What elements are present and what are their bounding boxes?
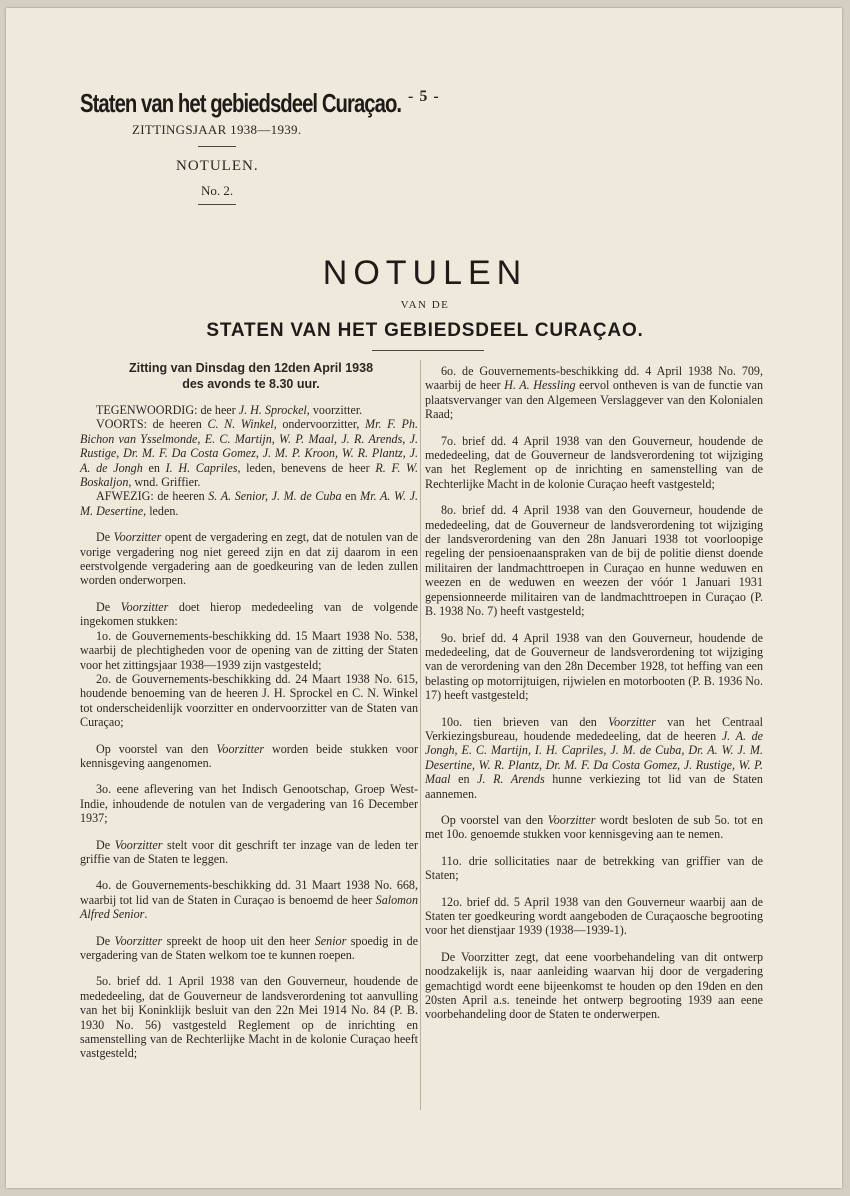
paragraph (80, 530, 418, 588)
italic-text: Voorzitter (120, 599, 169, 614)
text: De (96, 530, 114, 545)
text: 2o. de Gouvernements-beschikking dd. 24 Maart 1938 No. 615, houdende benoeming van de heeren J. H. Sprockel en C. N. Winkel tot onderscheidenlijk voorzitter en ondervoorzitter van de Staten van Curaçao; (80, 671, 418, 730)
paragraph (425, 950, 763, 1022)
paragraph-gap (425, 491, 763, 503)
paragraph (425, 854, 763, 883)
paragraph-gap (425, 801, 763, 813)
paragraph (80, 600, 418, 629)
left-column (80, 403, 418, 1061)
italic-text: Voorzitter (114, 837, 163, 852)
text: , voorzitter. (306, 403, 363, 417)
text: , wnd. Griffier. (128, 475, 201, 490)
paragraph-gap (425, 883, 763, 895)
session-heading (85, 360, 417, 392)
document-number: No. 2. (201, 183, 234, 198)
text: 12o. brief dd. 5 April 1938 van den Gouverneur waarbij aan de Staten ter goedkeuring wordt aangeboden de Curaçaosche begrooting voor het dienstjaar 1939 (1938—1939-1). (425, 894, 763, 938)
right-column (425, 364, 763, 1022)
text: en (450, 772, 478, 787)
session-time: des avonds te 8.30 uur. (182, 377, 320, 391)
italic-text: Voorzitter (113, 530, 162, 545)
italic-text: J. A. de Jongh, E. C. Martijn, I. H. Capriles, J. M. de Cuba, Dr. A. W. J. M. Desertine, W. R. Plantz, Dr. M. F. Da Costa Gomez, J. Rustige, W. P. Maal (425, 728, 763, 787)
text: worden beide stukken voor kennisgeving aangenomen. (80, 741, 419, 770)
italic-text: Voorzitter (547, 812, 596, 827)
text: , leden. (143, 503, 179, 518)
paragraph (80, 878, 418, 921)
text: 11o. drie sollicitaties naar de betrekking van griffier van de Staten; (425, 853, 763, 883)
text: De (96, 599, 121, 614)
text: De (96, 933, 115, 948)
text: Op voorstel van den (441, 812, 548, 827)
text: 5o. brief dd. 1 April 1938 van den Gouverneur, houdende de mededeeling, dat de Gouverneur de landsverordening tot aanvulling van het bij Koninklijk besluit van den 22n Mei 1914 No. 84 (P. B. 1930 No. 56) vastgesteld Reglement op de inrichting en samenstelling van de Rechterlijke Macht in de kolonie Curaçao heeft vastgesteld; (80, 974, 418, 1061)
text: doet hierop mededeeling van de volgende ingekomen stukken: (80, 599, 419, 629)
paragraph (80, 417, 418, 489)
paragraph-gap (80, 588, 418, 600)
italic-text: Salomon Alfred Senior (80, 892, 418, 922)
italic-text: J. R. Arends (477, 772, 545, 787)
text: van het Centraal Verkiezingsbureau, houdende mededeeling, dat de heeren (425, 714, 763, 743)
text: , leden, benevens de heer (237, 460, 376, 475)
paragraph (80, 934, 418, 963)
session-date: Zitting van Dinsdag den 12den April 1938 (128, 361, 374, 375)
text: 9o. brief dd. 4 April 1938 van den Gouverneur, houdende de mededeeling, dat de Gouverneur de landsverordening tot wijziging van de verordening van den 28n December 1928, tot heffing van een belasting op motorrijtuigen, rijwielen en motorbooten (P. B. 1936 No. 17) heeft vastgesteld; (425, 630, 763, 703)
paragraph (425, 813, 763, 842)
text: , ondervoorzitter, (273, 417, 366, 432)
paragraph (425, 364, 763, 422)
paragraph-gap (80, 922, 418, 934)
paragraph (80, 672, 418, 730)
paragraph (80, 629, 418, 672)
italic-text: I. H. Capriles (165, 460, 238, 475)
text: wordt besloten de sub 5o. tot en met 10o. genoemde stukken voor kennisgeving aan te nemen. (425, 812, 763, 842)
paragraph (80, 489, 418, 518)
paragraph (425, 715, 763, 801)
divider-rule (198, 146, 236, 147)
text: 10o. tien brieven van den (441, 714, 609, 729)
italic-text: H. A. Hessling (504, 378, 576, 393)
paragraph-gap (80, 518, 418, 530)
italic-text: C. N. Winkel (207, 417, 274, 432)
page-number: - 5 - (408, 88, 440, 105)
divider-rule (198, 204, 236, 205)
text: VOORTS: de heeren (96, 417, 208, 432)
text: eervol ontheven is van de functie van plaatsvervanger van den Algemeen Verslaggever van den Kolonialen Raad; (425, 378, 764, 422)
masthead: Staten van het gebiedsdeel Curaçao. (80, 88, 402, 118)
italic-text: S. A. Senior, J. M. de Cuba (208, 489, 342, 504)
title-van: VAN DE (400, 299, 450, 311)
paragraph-gap (425, 422, 763, 434)
italic-text: Voorzitter (216, 741, 265, 756)
italic-text: Mr. A. W. J. M. Desertine (80, 489, 419, 518)
text: 6o. de Gouvernements-beschikking dd. 4 April 1938 No. 709, waarbij de heer (425, 364, 763, 393)
paragraph-gap (80, 866, 418, 878)
paragraph (425, 503, 763, 618)
paragraph-gap (425, 938, 763, 950)
text: hunne verkiezing tot lid van de Staten aannemen. (425, 772, 763, 801)
text: 1o. de Gouvernements-beschikking dd. 15 Maart 1938 No. 538, waarbij de plechtigheden voor de opening van de zitting der Staten voor het zittingsjaar 1938—1939 zijn vastgesteld; (80, 628, 418, 672)
paragraph-gap (425, 842, 763, 854)
italic-text: Voorzitter (608, 714, 656, 729)
paragraph-gap (425, 703, 763, 715)
italic-text: R. F. W. Boskaljon (80, 460, 419, 490)
italic-text: Senior (314, 933, 347, 948)
paragraph-gap (80, 826, 418, 838)
paragraph (80, 974, 418, 1060)
text: spreekt de hoop uit den heer (162, 933, 315, 948)
column-divider (420, 360, 421, 1110)
text: spoedig in de vergadering van de Staten welkom toe te kunnen roepen. (80, 933, 419, 962)
paragraph (425, 434, 763, 492)
paragraph (425, 895, 763, 938)
paragraph (80, 403, 418, 417)
italic-text: J. H. Sprockel (238, 403, 307, 417)
text: 7o. brief dd. 4 April 1938 van den Gouverneur, houdende de mededeeling, dat de Gouverneur de landsverordening tot wijziging van het Reglement op de inrichting en samenstelling van de Rechterlijke Macht in de kolonie Curaçao heeft vastgesteld; (425, 433, 763, 491)
italic-text: Voorzitter (114, 933, 163, 948)
text: . (144, 907, 148, 922)
text: 3o. eene aflevering van het Indisch Genootschap, Groep West-Indie, inhoudende de notulen van de vergadering van 16 December 1937; (80, 782, 418, 826)
text: stelt voor dit geschrift ter inzage van de leden ter griffie van de Staten te leggen. (80, 837, 418, 866)
notulen-label: NOTULEN. (176, 158, 259, 174)
text: Op voorstel van den (96, 741, 217, 756)
text: opent de vergadering en zegt, dat de notulen van de vorige vergadering nog niet gereed zijn en dat zij daarom in een eerstvolgende vergadering aan de goedkeuring van de leden zullen worden onderworpen. (80, 530, 419, 588)
text: De (96, 837, 115, 852)
divider-rule (372, 350, 484, 351)
text: en (341, 489, 361, 504)
paragraph (80, 742, 418, 771)
text: 8o. brief dd. 4 April 1938 van den Gouverneur, houdende de mededeeling, dat de Gouverneur de landsverordening tot wijziging der landsverordening van den 28n Januari 1938 tot voorloopige regeling der pensioenaanspraken van de bij de politie dienst doende militairen der landmachttroepen in Curaçao en hunne weduwen en weezen en de weduwen en weezen der vóór 1 Januari 1931 gepensionneerde militairen van de landmachttroepen in Curaçao (P. B. 1938 No. 7) heeft vastgesteld; (425, 503, 763, 619)
paragraph-gap (425, 619, 763, 631)
paragraph-gap (80, 730, 418, 742)
paragraph (80, 782, 418, 825)
paragraph (80, 838, 418, 867)
paragraph-gap (80, 962, 418, 974)
text: AFWEZIG: de heeren (96, 489, 209, 504)
document-title: NOTULEN (322, 254, 528, 292)
text: 4o. de Gouvernements-beschikking dd. 31 Maart 1938 No. 668, waarbij tot lid van de Staten in Curaçao is benoemd de heer (80, 878, 418, 907)
text: TEGENWOORDIG: de heer (96, 403, 239, 417)
document-subtitle: STATEN VAN HET GEBIEDSDEEL CURAÇAO. (206, 320, 644, 341)
session-year: ZITTINGSJAAR 1938—1939. (132, 122, 302, 137)
paragraph-gap (80, 770, 418, 782)
text: en (142, 460, 166, 475)
italic-text: Mr. F. Ph. Bichon van Ysselmonde, E. C. Martijn, W. P. Maal, J. R. Arends, J. Rustige, Dr. M. F. Da Costa Gomez, J. M. P. Kroon, W. R. Plantz, J. A. de Jongh (80, 417, 418, 475)
paragraph (425, 631, 763, 703)
text: De Voorzitter zegt, dat eene voorbehandeling van dit ontwerp noodzakelijk is, naar aanleiding waarvan hij door de vergadering gemachtigd wordt eene bijeenkomst te houden op den 19den en den 20sten April a.s. teneinde het ontwerp begrooting 1939 aan eene voorbehandeling door de Staten te onderwerpen. (425, 949, 763, 1022)
